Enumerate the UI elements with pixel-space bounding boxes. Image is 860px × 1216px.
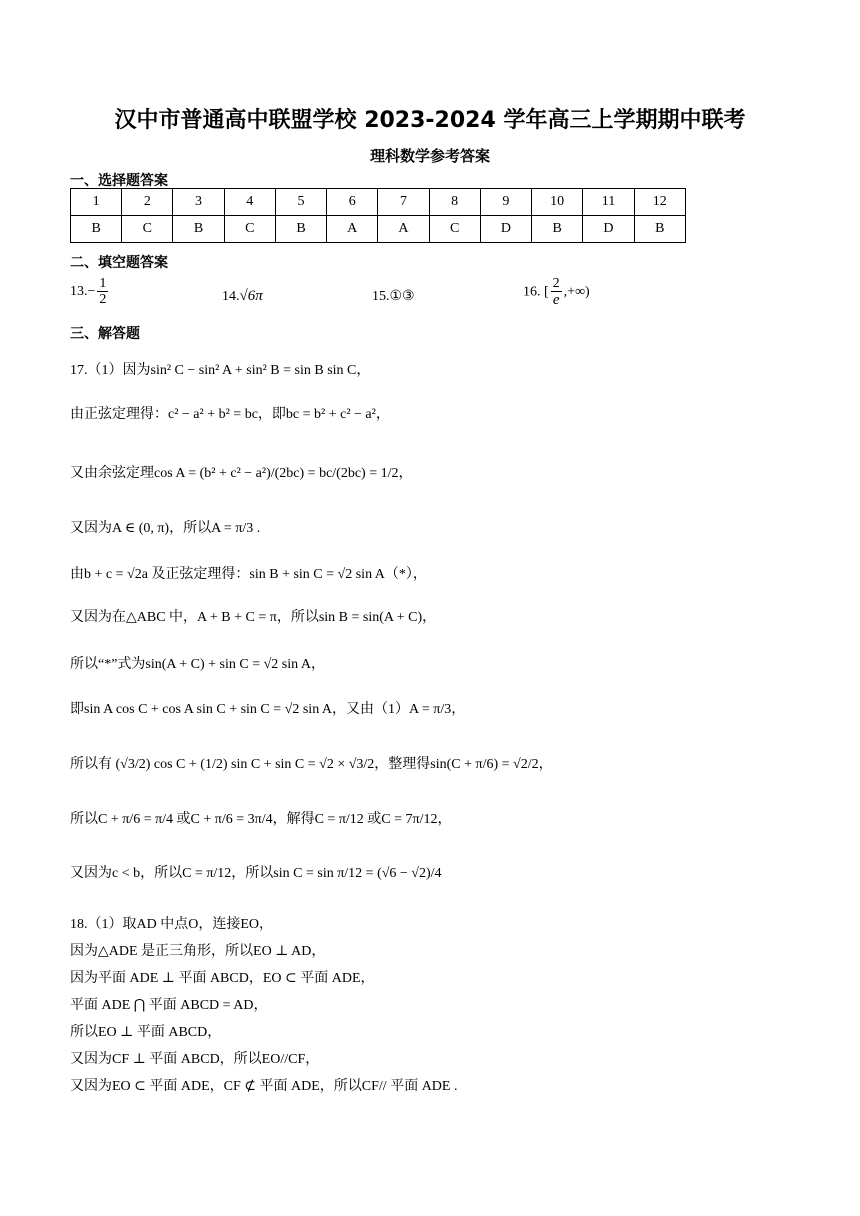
table-cell: 3 <box>173 189 224 216</box>
solution-17-line: 由b + c = √2a 及正弦定理得：sin B + sin C = √2 sin A（*）， <box>70 567 427 582</box>
q13-denominator: 2 <box>99 292 107 308</box>
table-cell: 11 <box>583 189 634 216</box>
table-cell: 5 <box>275 189 326 216</box>
solution-17-line: 又由余弦定理cos A = (b² + c² − a²)/(2bc) = bc/(2bc) = 1/2， <box>70 466 413 481</box>
solution-17-line: 又因为c < b，所以C = π/12，所以sin C = sin π/12 = (√6 − √2)/4 <box>70 866 442 881</box>
table-cell: 9 <box>480 189 531 216</box>
table-cell: B <box>71 216 122 243</box>
choice-answer-table <box>70 188 686 243</box>
solution-18-line: 又因为EO ⊂ 平面 ADE，CF ⊄ 平面 ADE，所以CF// 平面 ADE . <box>70 1079 458 1094</box>
table-row-numbers <box>71 189 686 216</box>
table-cell: B <box>275 216 326 243</box>
q16-numerator: 2 <box>552 276 560 291</box>
q13-sign: − <box>87 284 96 300</box>
table-cell: B <box>634 216 685 243</box>
solution-18-line: 因为△ADE 是正三角形，所以EO ⊥ AD， <box>70 944 326 959</box>
q16-label: 16. <box>523 284 541 300</box>
table-cell: 2 <box>122 189 173 216</box>
solution-18-line: 又因为CF ⊥ 平面 ABCD，所以EO//CF， <box>70 1052 320 1067</box>
solution-17-line: 又因为在△ABC 中，A + B + C = π，所以sin B = sin(A + C)， <box>70 610 437 625</box>
fill-answer-13 <box>70 276 110 308</box>
page-subtitle: 理科数学参考答案 <box>369 147 490 165</box>
q14-label: 14. <box>222 289 240 304</box>
fill-answer-14 <box>222 288 263 305</box>
q13-numerator: 1 <box>99 276 107 291</box>
q16-denominator: e <box>552 292 560 309</box>
table-cell: A <box>327 216 378 243</box>
table-cell: B <box>173 216 224 243</box>
table-cell: 7 <box>378 189 429 216</box>
q16-rest: ,+∞) <box>563 284 590 300</box>
section-solve-heading: 三、解答题 <box>70 326 140 342</box>
solution-17-line: 所以“*”式为sin(A + C) + sin C = √2 sin A， <box>70 657 325 672</box>
table-cell: 4 <box>224 189 275 216</box>
section-fill-heading: 二、填空题答案 <box>70 255 168 271</box>
table-cell: 6 <box>327 189 378 216</box>
table-cell: B <box>532 216 583 243</box>
solution-17-line: 即sin A cos C + cos A sin C + sin C = √2 sin A，又由（1）A = π/3， <box>70 702 466 717</box>
solution-18-line: 所以EO ⊥ 平面 ABCD， <box>70 1025 222 1040</box>
table-cell: D <box>480 216 531 243</box>
fill-answer-16 <box>523 276 590 309</box>
fill-answer-15: 15.①③ <box>372 289 415 304</box>
solution-17-line: 17.（1）因为sin² C − sin² A + sin² B = sin B sin C， <box>70 363 371 378</box>
table-cell: D <box>583 216 634 243</box>
q13-label: 13. <box>70 284 88 300</box>
solution-18-line: 18.（1）取AD 中点O，连接EO， <box>70 917 273 932</box>
section-choice-heading: 一、选择题答案 <box>70 173 168 189</box>
table-cell: 8 <box>429 189 480 216</box>
table-cell: C <box>224 216 275 243</box>
table-cell: A <box>378 216 429 243</box>
q14-value: √6π <box>239 288 263 304</box>
page-title: 汉中市普通高中联盟学校 2023-2024 学年高三上学期期中联考 <box>114 108 746 133</box>
table-cell: 1 <box>71 189 122 216</box>
solution-17-line: 又因为A ∈ (0, π)，所以A = π/3 . <box>70 521 261 536</box>
solution-18-line: 因为平面 ADE ⊥ 平面 ABCD，EO ⊂ 平面 ADE， <box>70 971 375 986</box>
q16-open-bracket: [ <box>544 284 549 300</box>
solution-17-line: 所以C + π/6 = π/4 或C + π/6 = 3π/4，解得C = π/12 或C = 7π/12， <box>70 812 452 827</box>
table-cell: C <box>429 216 480 243</box>
table-cell: 10 <box>532 189 583 216</box>
table-cell: C <box>122 216 173 243</box>
table-cell: 12 <box>634 189 685 216</box>
table-row-answers <box>71 216 686 243</box>
solution-18-line: 平面 ADE ⋂ 平面 ABCD = AD， <box>70 998 268 1013</box>
solution-17-line: 由正弦定理得：c² − a² + b² = bc，即bc = b² + c² − a²， <box>70 407 390 422</box>
solution-17-line: 所以有 (√3/2) cos C + (1/2) sin C + sin C = √2 × √3/2，整理得sin(C + π/6) = √2/2， <box>70 757 553 772</box>
